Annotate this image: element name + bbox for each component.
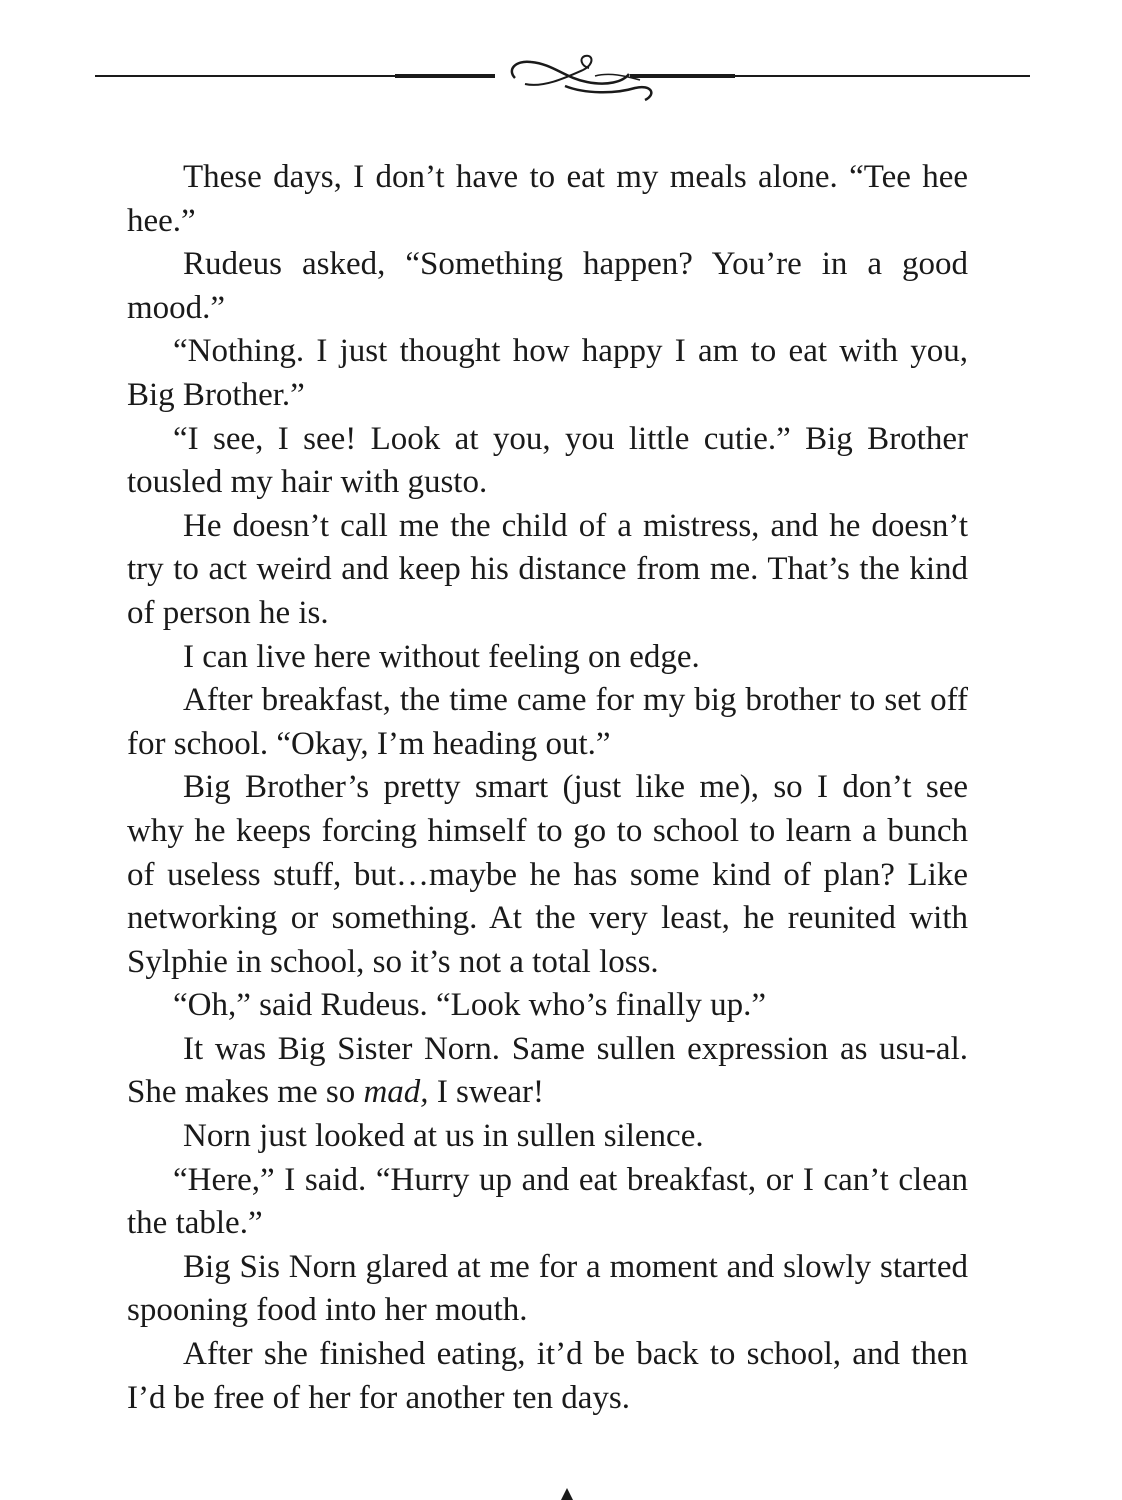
- flourish-divider-icon: [95, 48, 1030, 108]
- paragraph-text: “Oh,” said Rudeus. “Look who’s finally up.”: [173, 987, 766, 1024]
- triangle-marker-icon: [561, 1488, 573, 1500]
- paragraph-text-after: I swear!: [428, 1074, 544, 1111]
- paragraph: [127, 1246, 968, 1333]
- paragraph-text: After breakfast, the time came for my big brother to set off for school. “Okay, I’m heading out.”: [127, 682, 968, 762]
- paragraph: [127, 1159, 968, 1246]
- paragraph: [127, 766, 968, 984]
- paragraph-text: He doesn’t call me the child of a mistress, and he doesn’t try to act weird and keep his distance from me. That’s the kind of person he is.: [127, 507, 968, 631]
- paragraph-text: It was Big Sister Norn. Same sullen expression as usu-al. She makes me so: [127, 1030, 968, 1111]
- paragraph: [127, 505, 968, 636]
- paragraph-text: After she finished eating, it’d be back to school, and then I’d be free of her for another ten days.: [127, 1336, 968, 1416]
- paragraph: [127, 418, 968, 505]
- paragraph-text: Big Sis Norn glared at me for a moment and slowly started spooning food into her mouth.: [127, 1248, 968, 1329]
- paragraph: [127, 679, 968, 766]
- emphasized-text: mad,: [363, 1074, 429, 1111]
- text-block: [127, 156, 968, 1420]
- paragraph-text: Big Brother’s pretty smart (just like me), so I don’t see why he keeps forcing himself to go to school to learn a bunch of useless stuff, but…maybe he has some kind of plan? Like networking or something. At the very least, he reunited with Sylphie in school, so it’s not a total loss.: [127, 769, 968, 980]
- paragraph: [127, 243, 968, 330]
- paragraph-text: “I see, I see! Look at you, you little cutie.” Big Brother tousled my hair with gusto.: [127, 420, 968, 501]
- paragraph: [127, 636, 968, 680]
- paragraph: [127, 1028, 968, 1115]
- paragraph: [127, 1333, 968, 1420]
- paragraph-text: Norn just looked at us in sullen silence.: [183, 1118, 704, 1155]
- paragraph: [127, 156, 968, 243]
- paragraph-text: Rudeus asked, “Something happen? You’re in a good mood.”: [127, 246, 968, 326]
- paragraph: [127, 330, 968, 417]
- paragraph-text: “Nothing. I just thought how happy I am to eat with you, Big Brother.”: [127, 333, 968, 413]
- paragraph-text: “Here,” I said. “Hurry up and eat breakfast, or I can’t clean the table.”: [127, 1161, 968, 1242]
- paragraph: [127, 984, 968, 1028]
- paragraph: [127, 1115, 968, 1159]
- paragraph-text: These days, I don’t have to eat my meals alone. “Tee hee hee.”: [127, 159, 968, 239]
- paragraph-text: I can live here without feeling on edge.: [183, 638, 700, 675]
